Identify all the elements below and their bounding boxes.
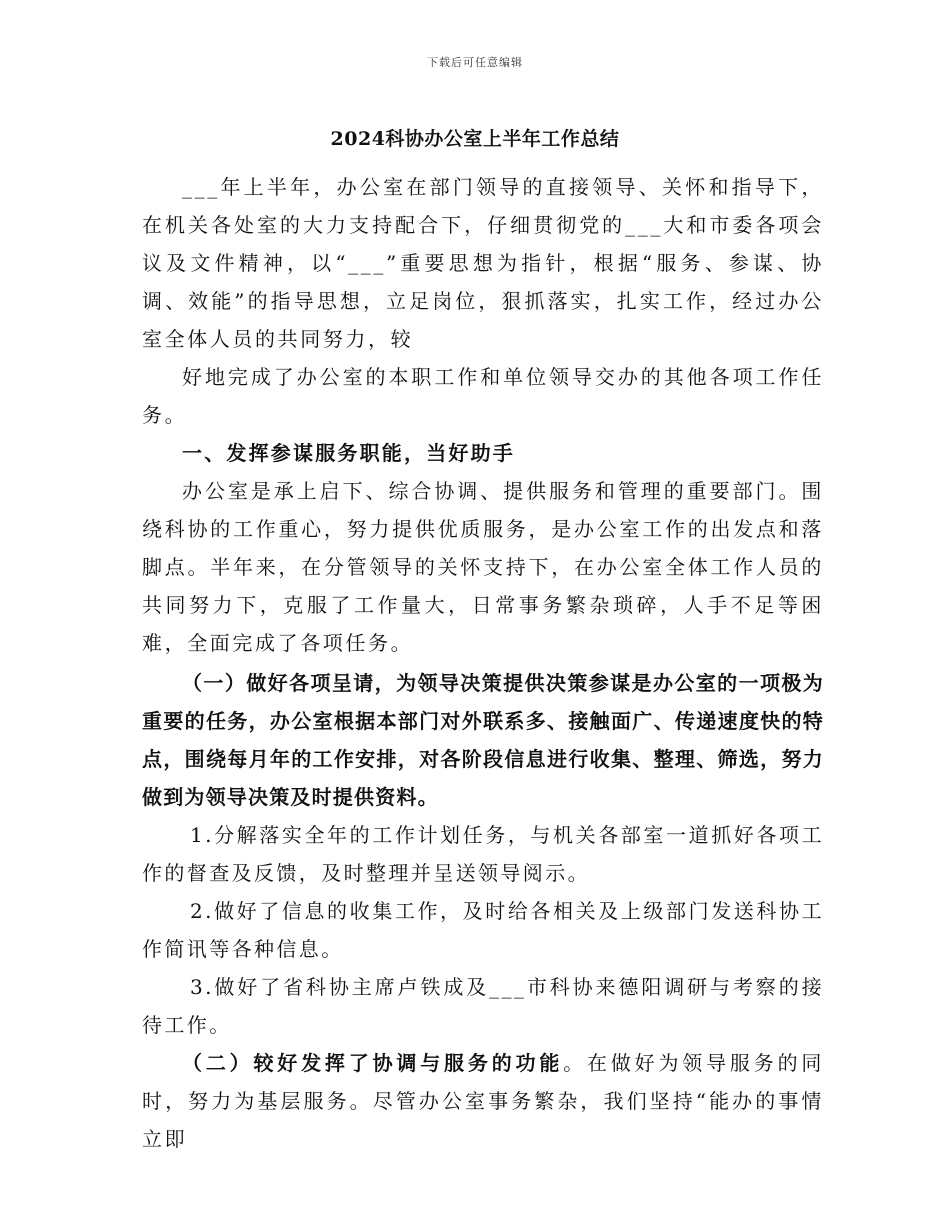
- list-item-3: 3.做好了省科协主席卢铁成及___市科协来德阳调研与考察的接待工作。: [142, 975, 824, 1037]
- list-item-1: 1.分解落实全年的工作计划任务，与机关各部室一道抓好各项工作的督查及反馈，及时整理并呈送领导阅示。: [142, 823, 824, 885]
- subsection-2-text: 。在做好为领导服务的同时，努力为基层服务。尽管办公室事务繁杂，我们坚持“能办的事情立即: [142, 1051, 824, 1151]
- subsection-heading-2: （二）较好发挥了协调与服务的功能: [182, 1051, 564, 1075]
- document-title: 2024科协办公室上半年工作总结: [330, 128, 620, 150]
- document-body: [142, 168, 824, 1158]
- paragraph-intro: ___年上半年，办公室在部门领导的直接领导、关怀和指导下，在机关各处室的大力支持配合下，仔细贯彻党的___大和市委各项会议及文件精神，以“___”重要思想为指针，根据“服务、参谋、协调、效能”的指导思想，立足岗位，狠抓落实，扎实工作，经过办公室全体人员的共同努力，较: [142, 175, 824, 351]
- header-note: 下载后可任意编辑: [427, 56, 523, 69]
- section-heading-1: 一、发挥参谋服务职能，当好助手: [182, 441, 515, 465]
- paragraph-section-1: 办公室是承上启下、综合协调、提供服务和管理的重要部门。围绕科协的工作重心，努力提供优质服务，是办公室工作的出发点和落脚点。半年来，在分管领导的关怀支持下，在办公室全体工作人员的共同努力下，克服了工作量大，日常事务繁杂琐碎，人手不足等困难，全面完成了各项任务。: [142, 479, 824, 655]
- paragraph-intro-continued: 好地完成了办公室的本职工作和单位领导交办的其他各项工作任务。: [142, 365, 824, 427]
- list-item-2: 2.做好了信息的收集工作，及时给各相关及上级部门发送科协工作简讯等各种信息。: [142, 899, 824, 961]
- subsection-2: [142, 1044, 824, 1158]
- subsection-heading-1: （一）做好各项呈请，为领导决策提供决策参谋是办公室的一项极为重要的任务，办公室根据本部门对外联系多、接触面广、传递速度快的特点，围绕每月年的工作安排，对各阶段信息进行收集、整理、筛选，努力做到为领导决策及时提供资料。: [142, 671, 824, 809]
